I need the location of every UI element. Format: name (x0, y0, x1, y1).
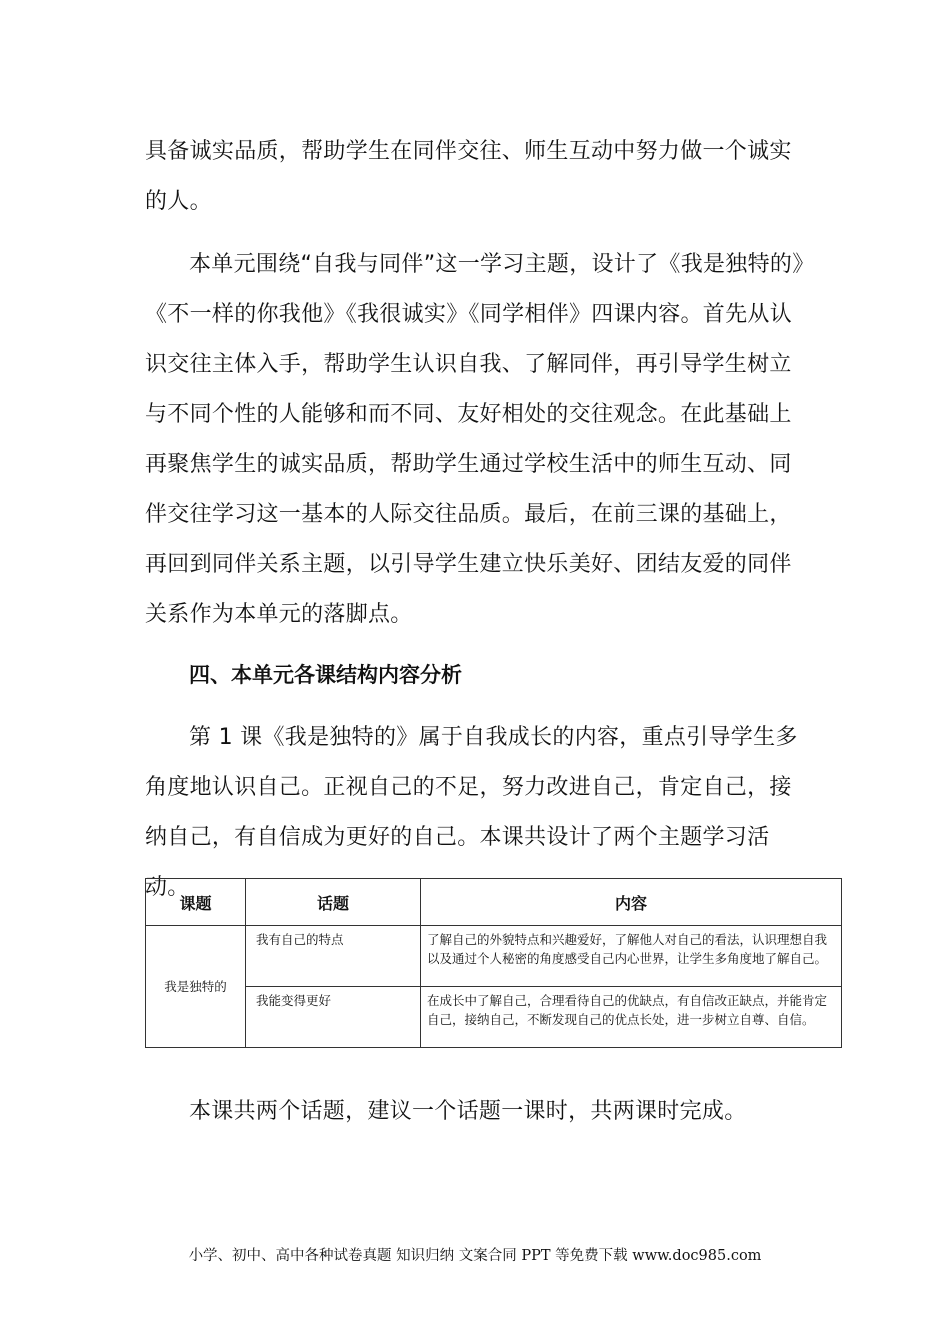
table-row (146, 987, 842, 1048)
header-course: 课题 (146, 879, 246, 926)
header-content: 内容 (421, 879, 842, 926)
content-cell: 了解自己的外貌特点和兴趣爱好，了解他人对自己的看法，认识理想自我以及通过个人秘密的角度感受自己内心世界，让学生多角度地了解自己。 (421, 926, 842, 987)
page-footer: 小学、初中、高中各种试卷真题 知识归纳 文案合同 PPT 等免费下载 www.doc985.com (188, 1248, 762, 1264)
header-topic: 话题 (246, 879, 421, 926)
paragraph-intro-end: 具备诚实品质，帮助学生在同伴交往、师生互动中努力做一个诚实的人。 (145, 139, 792, 214)
section-heading: 四、本单元各课结构内容分析 (189, 663, 462, 687)
paragraph-lesson-1: 第 1 课《我是独特的》属于自我成长的内容，重点引导学生多角度地认识自己。正视自己的不足，努力改进自己，肯定自己，接纳自己，有自信成为更好的自己。本课共设计了两个主题学习活动。 (145, 725, 798, 900)
content-cell: 在成长中了解自己，合理看待自己的优缺点，有自信改正缺点，并能肯定自己，接纳自己，不断发现自己的优点长处，进一步树立自尊、自信。 (421, 987, 842, 1048)
topic-cell: 我能变得更好 (246, 987, 421, 1048)
course-cell: 我是独特的 (146, 926, 246, 1048)
topic-cell: 我有自己的特点 (246, 926, 421, 987)
paragraph-lesson-plan: 本课共两个话题，建议一个话题一课时，共两课时完成。 (189, 1099, 747, 1124)
paragraph-unit-overview: 本单元围绕“自我与同伴”这一学习主题，设计了《我是独特的》《不一样的你我他》《我很诚实》《同学相伴》四课内容。首先从认识交往主体入手，帮助学生认识自我、了解同伴，再引导学生树立与不同个性的人能够和而不同、友好相处的交往观念。在此基础上再聚焦学生的诚实品质，帮助学生通过学校生活中的师生互动、同伴交往学习这一基本的人际交往品质。最后，在前三课的基础上，再回到同伴关系主题，以引导学生建立快乐美好、团结友爱的同伴关系作为本单元的落脚点。 (145, 252, 804, 627)
table-header-row (146, 879, 842, 926)
lesson-structure-table (145, 878, 842, 1048)
table-row (146, 926, 842, 987)
